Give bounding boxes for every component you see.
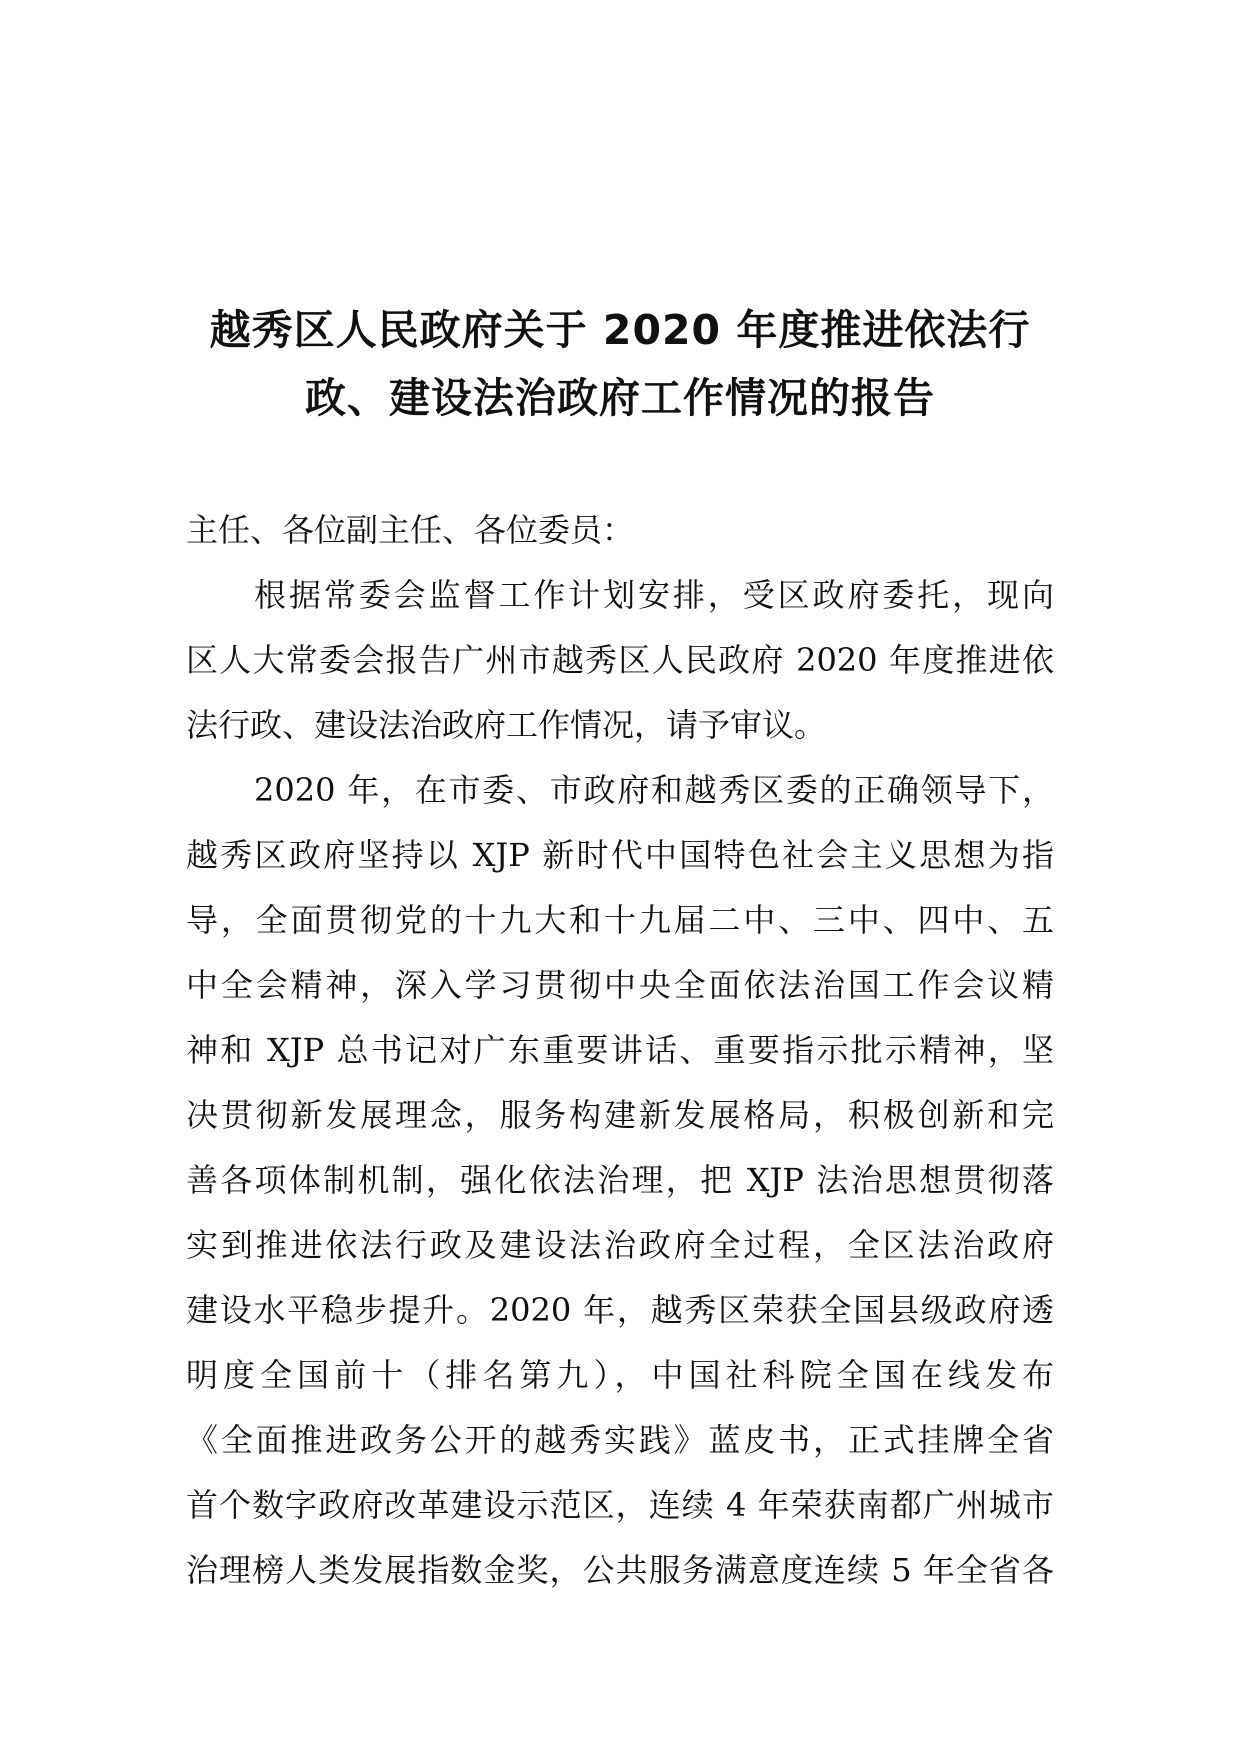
paragraph-line: 治理榜人类发展指数金奖，公共服务满意度连续 5 年全省各: [186, 1551, 1054, 1589]
paragraph-line: 实到推进依法行政及建设法治政府全过程，全区法治政府: [186, 1226, 1054, 1264]
paragraph-line: 根据常委会监督工作计划安排，受区政府委托，现向: [254, 576, 1054, 614]
paragraph-line: 建设水平稳步提升。2020 年，越秀区荣获全国县级政府透: [186, 1291, 1054, 1329]
salutation: 主任、各位副主任、各位委员：: [186, 511, 635, 549]
title-line-2: 政、建设法治政府工作情况的报告: [305, 374, 935, 422]
paragraph-line: 中全会精神，深入学习贯彻中央全面依法治国工作会议精: [186, 966, 1054, 1004]
paragraph-line: 导，全面贯彻党的十九大和十九届二中、三中、四中、五: [186, 901, 1054, 939]
paragraph-line: 首个数字政府改革建设示范区，连续 4 年荣获南都广州城市: [186, 1486, 1054, 1524]
paragraph-line: 区人大常委会报告广州市越秀区人民政府 2020 年度推进依: [186, 641, 1054, 679]
paragraph-1: [186, 563, 1054, 758]
document-body: [186, 498, 1054, 1603]
paragraph-2: [186, 758, 1054, 1603]
paragraph-line: 2020 年，在市委、市政府和越秀区委的正确领导下，: [254, 771, 1054, 809]
paragraph-line: 决贯彻新发展理念，服务构建新发展格局，积极创新和完: [186, 1096, 1054, 1134]
paragraph-line: 明度全国前十（排名第九），中国社科院全国在线发布: [186, 1356, 1054, 1394]
paragraph-line: 越秀区政府坚持以 XJP 新时代中国特色社会主义思想为指: [186, 836, 1054, 874]
title-line-1: 越秀区人民政府关于 2020 年度推进依法行: [209, 306, 1031, 354]
paragraph-line: 善各项体制机制，强化依法治理，把 XJP 法治思想贯彻落: [186, 1161, 1054, 1199]
paragraph-line: 《全面推进政务公开的越秀实践》蓝皮书，正式挂牌全省: [186, 1421, 1054, 1459]
paragraph-line: 神和 XJP 总书记对广东重要讲话、重要指示批示精神，坚: [186, 1031, 1054, 1069]
document-title: [180, 296, 1060, 432]
paragraph-line: 法行政、建设法治政府工作情况，请予审议。: [186, 706, 827, 744]
